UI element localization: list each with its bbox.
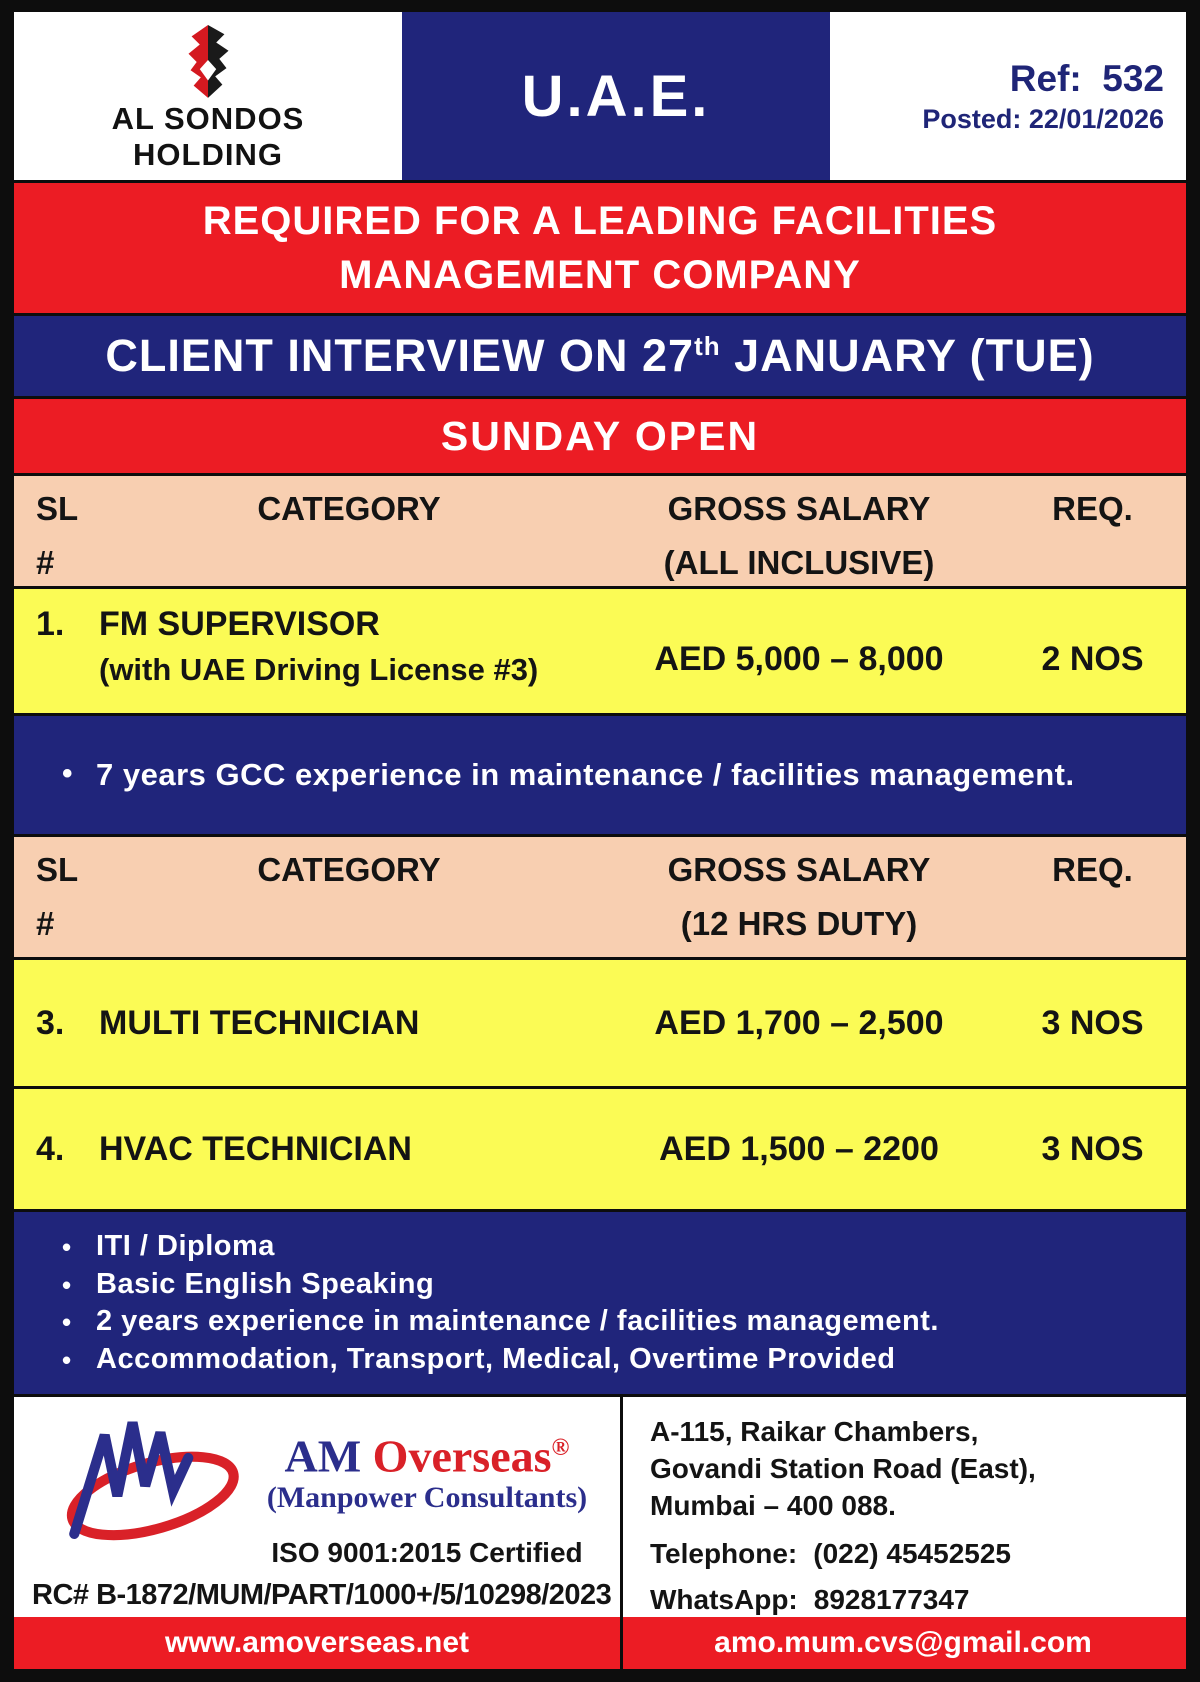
- email-link: amo.mum.cvs@gmail.com: [714, 1626, 1092, 1659]
- agency-left-column: [14, 1397, 620, 1617]
- ref-panel: [830, 12, 1186, 180]
- company-panel: [14, 12, 402, 180]
- table2-header-sl: SL #: [36, 851, 79, 942]
- country-panel: [402, 12, 830, 180]
- footer-links-band: [14, 1617, 1186, 1669]
- required-line2: MANAGEMENT COMPANY: [339, 253, 861, 297]
- required-line1: REQUIRED FOR A LEADING FACILITIES: [202, 199, 998, 243]
- interview-banner: [14, 316, 1186, 396]
- requirement-text: Basic English Speaking: [96, 1267, 435, 1300]
- agency-name: AM Overseas®: [284, 1430, 570, 1482]
- table-row: [14, 589, 1186, 713]
- table2-header-category: CATEGORY: [257, 851, 441, 888]
- table2-header-req: REQ.: [1052, 851, 1133, 888]
- website-link: www.amoverseas.net: [164, 1626, 470, 1659]
- list-item: [62, 1343, 1166, 1376]
- registered-mark-icon: ®: [551, 1435, 570, 1461]
- required-banner: [14, 183, 1186, 313]
- footer: [14, 1397, 1186, 1669]
- am-overseas-logo-icon: [54, 1407, 244, 1557]
- list-item: [62, 1305, 1166, 1338]
- table1-header-salary: GROSS SALARY (ALL INCLUSIVE): [663, 490, 935, 581]
- row1-salary: AED 5,000 – 8,000: [654, 639, 944, 678]
- requirement-text: Accommodation, Transport, Medical, Overtime Provided: [96, 1342, 896, 1375]
- table1-header: [14, 476, 1186, 586]
- agency-contact-column: [620, 1397, 1186, 1617]
- agency-subtitle: (Manpower Consultants): [266, 1481, 588, 1515]
- al-sondos-logo-icon: [177, 23, 239, 101]
- sunday-open-banner: [14, 399, 1186, 473]
- row1-req: 2 NOS: [1041, 639, 1144, 678]
- ref-number: Ref: 532: [1009, 57, 1164, 99]
- whatsapp-number: 8928177347: [813, 1584, 970, 1615]
- requirements-list: [14, 1212, 1186, 1394]
- row4-req: 3 NOS: [1041, 1129, 1144, 1168]
- requirement-text: 2 years experience in maintenance / facilities management.: [96, 1305, 939, 1338]
- requirement-text: ITI / Diploma: [96, 1230, 275, 1262]
- bullet-icon: •: [62, 1344, 72, 1375]
- list-item: [62, 757, 1075, 793]
- row3-category: MULTI TECHNICIAN: [99, 1003, 420, 1042]
- address-line2: Govandi Station Road (East),: [650, 1453, 1036, 1484]
- bullet-icon: •: [62, 1269, 72, 1300]
- agency-name-block: [244, 1407, 610, 1569]
- bullet-icon: •: [62, 1232, 72, 1262]
- table-row: [14, 1089, 1186, 1209]
- table1-header-category: CATEGORY: [257, 490, 441, 527]
- row3-salary: AED 1,700 – 2,500: [654, 1003, 944, 1042]
- row1-category-note: (with UAE Driving License #3): [99, 652, 539, 687]
- row4-salary: AED 1,500 – 2200: [659, 1129, 939, 1168]
- row1-number: 1.: [36, 605, 65, 643]
- row1-category: FM SUPERVISOR (with UAE Driving License #3): [99, 605, 599, 713]
- address-line3: Mumbai – 400 088.: [650, 1490, 896, 1521]
- row3-req: 3 NOS: [1041, 1003, 1144, 1042]
- company-name-line1: AL SONDOS: [111, 101, 305, 136]
- table2-header-salary: GROSS SALARY (12 HRS DUTY): [667, 851, 931, 942]
- telephone-line: [650, 1538, 1176, 1570]
- row3-number: 3.: [36, 1003, 65, 1042]
- agency-panel: [14, 1397, 1186, 1617]
- header: [14, 12, 1186, 180]
- whatsapp-label: WhatsApp:: [650, 1584, 798, 1615]
- telephone-label: Telephone:: [650, 1538, 798, 1569]
- sunday-open-text: SUNDAY OPEN: [440, 412, 760, 459]
- row4-category: HVAC TECHNICIAN: [99, 1129, 412, 1168]
- address-line1: A-115, Raikar Chambers,: [650, 1416, 979, 1447]
- country-title: U.A.E.: [521, 63, 711, 129]
- table2-header: [14, 837, 1186, 957]
- whatsapp-line: [650, 1584, 1176, 1616]
- supervisor-note-text: 7 years GCC experience in maintenance / facilities management.: [96, 757, 1075, 792]
- telephone-number: (022) 45452525: [813, 1538, 1011, 1569]
- bullet-icon: •: [62, 757, 73, 790]
- company-name-line2: HOLDING: [133, 137, 283, 172]
- row4-number: 4.: [36, 1129, 65, 1168]
- table1-header-req: REQ.: [1052, 490, 1133, 527]
- table-row: [14, 960, 1186, 1086]
- bullet-icon: •: [62, 1307, 72, 1338]
- license-number: RC# B-1872/MUM/PART/1000+/5/10298/2023: [32, 1579, 612, 1612]
- interview-text: CLIENT INTERVIEW ON 27th JANUARY (TUE): [105, 330, 1095, 381]
- ordinal-suffix: th: [694, 331, 721, 361]
- posted-date: Posted: 22/01/2026: [922, 103, 1164, 134]
- table1-header-sl: SL #: [36, 490, 79, 581]
- list-item: [62, 1230, 1166, 1263]
- supervisor-note-band: [14, 716, 1186, 834]
- footer-divider: [620, 1397, 623, 1669]
- list-item: [62, 1268, 1166, 1301]
- iso-certification: ISO 9001:2015 Certified: [271, 1537, 583, 1569]
